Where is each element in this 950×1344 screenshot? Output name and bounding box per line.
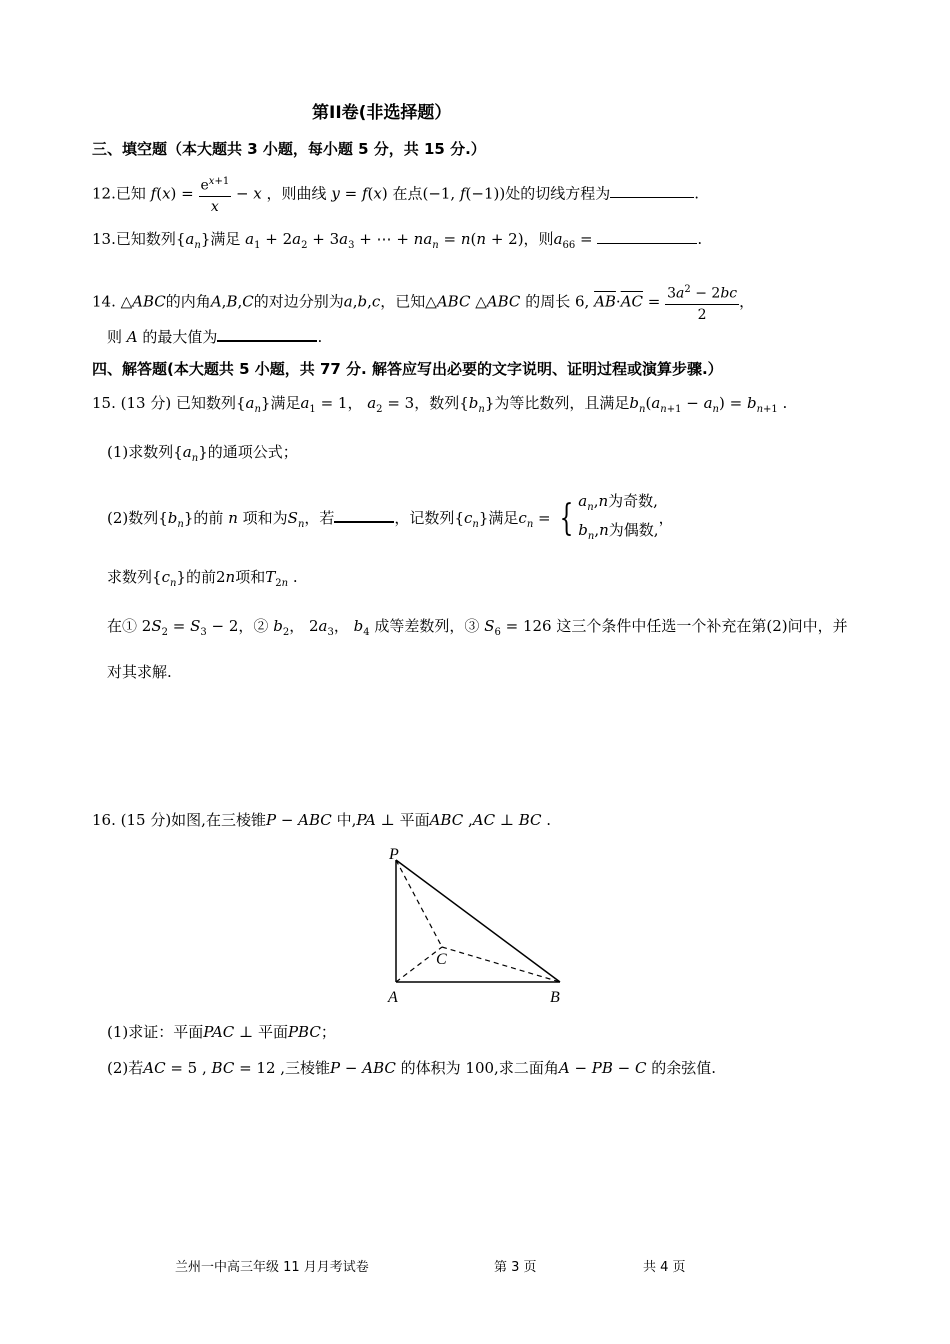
footer-total: 共 4 页 [643,1260,686,1275]
q12-end: 处的切线方程为 [505,184,611,203]
question-15-part2: (2)数列$\{b_n\}$的前 n 项和为$S_n$，若 ，记数列$\{c_n\}$满足$c_n$ = { $a_n,n$为奇数, $b_n,n$为偶数,， [107,492,674,542]
question-13: 13.已知数列$\{a_n\}$满足 $a_1 + 2a_2 + 3a_3$ + ⋯ + $na_n = n(n + 2)$，则$a_{66}$ = . [92,230,703,251]
tetrahedron-figure [380,840,580,1010]
answer-blank[interactable] [597,229,697,244]
question-16-part1: (1)求证：平面PAC ⊥ 平面PBC； [107,1023,336,1041]
question-15-conditions: 在① $2S_2 = S_3 - 2$，② $b_2$， $2a_3$， $b_4$ 成等差数列，③ $S_6 = 126$ 这三个条件中任选一个补充在第(2)问中，并 [107,617,848,638]
answer-blank[interactable] [610,183,694,198]
question-14: 14. △ABC的内角A,B,C的对边分别为a,b,c，已知△ABC △ABC 的周长 6, $\overline{AB}\cdot\overline{AC}$ = $\frac{3a^2 - 2bc}{2}$ ， [92,280,754,325]
q12-prefix: 12.已知 [92,184,146,203]
answer-blank[interactable] [217,326,317,342]
label-p: P [389,846,399,863]
q12-suffix: ，则曲线 [266,184,327,203]
question-15-part1: (1)求数列$\{a_n\}$的通项公式； [107,443,298,464]
question-15-conditions-line2: 对其求解. [107,663,172,681]
section-4-heading: 四、解答题(本大题共 5 小题，共 77 分. 解答应写出必要的文字说明、证明过程或演算步骤.） [92,360,723,378]
question-15: 15. (13 分) 已知数列$\{a_n\}$满足$a_1 = 1$， $a_2 = 3$，数列$\{b_n\}$为等比数列，且满足$b_n(a_{n+1} - a_n) = b_{n+1}$ . [92,394,788,415]
question-12: 12.已知 f(x) = $\frac{e^{x+1}}{x}$ − x ，则曲线 y = f(x) 在点(−1, f(−1))处的切线方程为 . [92,172,699,217]
question-14-line2: 则 A 的最大值为 . [107,328,323,346]
condition-blank[interactable] [334,507,394,523]
question-15-line3: 求数列$\{c_n\}$的前2n项和$T_{2n}$ . [107,568,298,589]
question-16-part2: (2)若AC = 5 , BC = 12 ,三棱锥P − ABC 的体积为 100,求二面角A − PB − C 的余弦值. [107,1059,717,1077]
question-16: 16. (15 分)如图,在三棱锥P − ABC 中,PA ⊥ 平面ABC ,AC ⊥ BC . [92,811,552,829]
footer-school: 兰州一中高三年级 11 月月考试卷 [175,1260,369,1275]
q13-prefix: 13.已知数列 [92,230,176,248]
section-3-heading: 三、填空题（本大题共 3 小题，每小题 5 分，共 15 分.） [92,140,486,158]
q12-mid: 在点 [392,184,423,203]
label-c: C [436,951,447,968]
label-b: B [550,989,560,1006]
page-title: 第II卷(非选择题） [312,103,452,123]
footer-page: 第 3 页 [494,1260,537,1275]
label-a: A [388,989,398,1006]
